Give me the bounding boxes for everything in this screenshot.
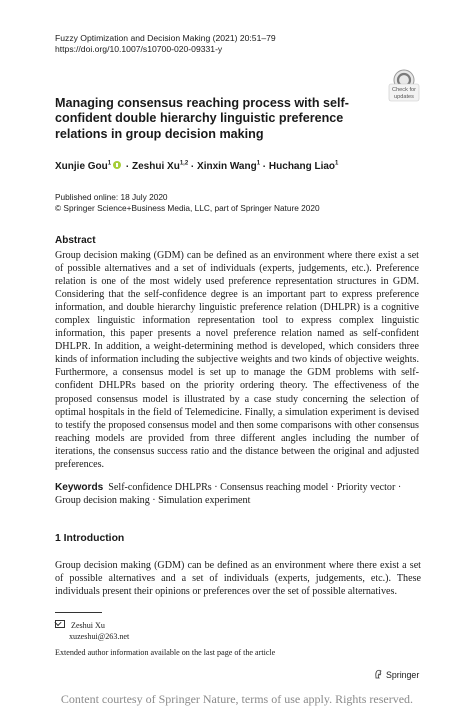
courtesy-watermark: Content courtesy of Springer Nature, terms of use apply. Rights reserved. — [60, 692, 414, 706]
keywords — [55, 481, 421, 507]
corresponding-author — [55, 620, 129, 642]
corresponding-author-email[interactable]: xuzeshui@263.net — [69, 631, 130, 641]
keywords-label: Keywords — [55, 482, 104, 493]
published-date: Published online: 18 July 2020 — [55, 192, 168, 202]
publisher-name: Springer — [386, 670, 420, 680]
publication-info — [55, 192, 320, 214]
badge-line1: Check for — [392, 87, 416, 93]
journal-citation: Fuzzy Optimization and Decision Making (2021) 20:51–79 — [55, 33, 276, 43]
author-4[interactable]: Huchang Liao$^1$ — [268, 161, 339, 173]
copyright-notice: © Springer Science+Business Media, LLC, part of Springer Nature 2020 — [55, 203, 320, 213]
corresponding-author-name: Zeshui Xu — [71, 621, 105, 630]
abstract-heading: Abstract — [55, 235, 96, 246]
article-title: Managing consensus reaching process with self-confident double hierarchy linguistic preference relations in group decision making — [55, 96, 349, 141]
author-2[interactable]: Zeshui Xu$^{1,2}$ — [132, 161, 189, 173]
author-3[interactable]: Xinxin Wang$^1$ — [197, 161, 261, 173]
abstract-text: Group decision making (GDM) can be defined as an environment where there exist a set of possible alternatives and a set of individuals (experts, judgements, etc.). Preference relation is one of the most widely used preference representation structures in GDM. Considering that the self-confidence degree is an important part to express preference information, and double hierarchy linguistic preference relation (DHLPR) is a cognitive complex linguistic information representation tool to express complex linguistic information, this paper presents a novel preference relation named as self-confident DHLPR. In addition, a weight-determining method is developed, which considers three kinds of information including the subjective weights and two kinds of objective weights. Furthermore, a consensus model is set up to manage the GDM problems with self-confident DHLPRs based on the priority ordering theory. The effectiveness of the proposed consensus model is illustrated by a case study concerning the selection of optimal hospitals in the field of Telemedicine. Finally, a simulation experiment is devised to testify the proposed consensus model and then some comparisons with other consensus reaching models are provided from three different angles including the number of iterations, the consensus success ratio and the distance between the original and adjusted preferences. — [55, 250, 419, 470]
author-list: Xunjie Gou$^1$ · Zeshui Xu$^{1,2}$ · Xinxin Wang$^1$ · Huchang Liao$^1$ — [55, 161, 339, 173]
section-heading-introduction: 1 Introduction — [55, 533, 125, 544]
envelope-icon — [55, 620, 65, 628]
check-for-updates-badge[interactable] — [382, 87, 426, 100]
journal-header — [55, 33, 276, 55]
author-1[interactable]: Xunjie Gou$^1$ — [55, 161, 112, 173]
footnote-divider — [55, 612, 102, 613]
introduction-text: Group decision making (GDM) can be defined as an environment where there exist a set of possible alternatives and a set of individuals (experts, judgements, etc.). These individuals present their opinions or preferences over the set of possible alternatives. — [55, 560, 421, 598]
orcid-icon[interactable] — [113, 161, 121, 169]
springer-logo — [374, 669, 419, 680]
doi-link[interactable]: https://doi.org/10.1007/s10700-020-09331-y — [55, 44, 223, 54]
springer-horse-icon — [374, 669, 383, 679]
extended-author-info: Extended author information available on the last page of the article — [55, 648, 276, 657]
badge-line2: updates — [394, 93, 414, 100]
keywords-text: Self-confidence DHLPRs · Consensus reaching model · Priority vector · Group decision making · Simulation experiment — [55, 482, 402, 506]
